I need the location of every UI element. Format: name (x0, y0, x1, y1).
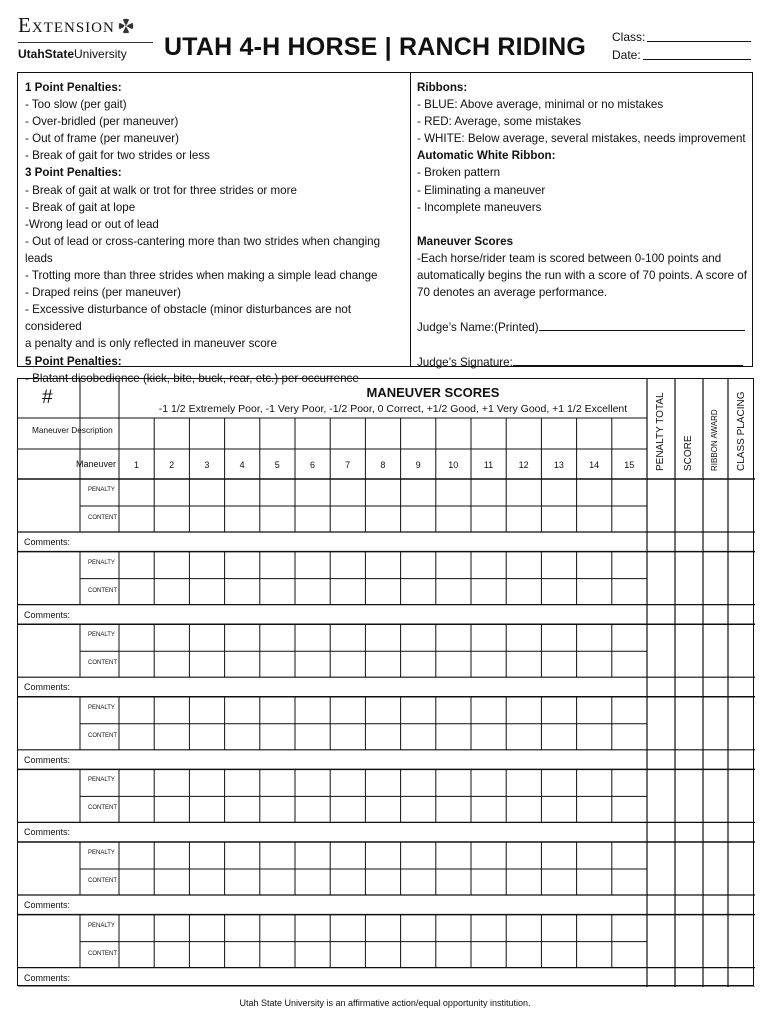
penalty-heading: 3 Point Penalties: (25, 166, 122, 180)
maneuver-number-2: 2 (169, 460, 175, 470)
side-column-label: RIBBON AWARD (709, 409, 719, 471)
penalty-item: - Break of gait for two strides or less (25, 149, 210, 163)
penalty-item: - Break of gait at walk or trot for three strides or more (25, 183, 297, 197)
extension-logo (18, 14, 153, 61)
comments-label: Comments: (24, 682, 71, 693)
maneuver-number-3: 3 (204, 460, 210, 470)
logo-extension-text: Extension (18, 13, 115, 37)
class-field[interactable] (612, 28, 751, 46)
class-date-block (612, 28, 751, 64)
comments-label: Comments: (24, 972, 71, 983)
penalty-item: - Trotting more than three strides when making a simple lead change (25, 269, 378, 283)
penalty-heading: 1 Point Penalties: (25, 81, 122, 94)
date-label: Date: (612, 48, 641, 62)
content-row-label: CONTENT (88, 950, 117, 957)
ribbon-item: - Incomplete maneuvers (417, 200, 542, 214)
maneuver-number-14: 14 (589, 460, 600, 470)
maneuver-number-6: 6 (309, 460, 315, 470)
comments-label: Comments: (24, 827, 71, 838)
comments-label: Comments: (24, 900, 71, 910)
penalty-row-label: PENALTY (88, 559, 115, 566)
class-label: Class: (612, 30, 646, 44)
score-sheet (17, 378, 754, 986)
ribbon-item: - Broken pattern (417, 166, 501, 180)
penalty-item: - Blatant disobedience (kick, bite, buck, rear, etc.) per occurrence (25, 371, 359, 385)
ribbon-item: - WHITE: Below average, several mistakes, needs improvement (417, 132, 746, 146)
ribbons-column (417, 79, 747, 371)
judge-signature-label: Judge’s Signature: (417, 356, 513, 370)
maneuver-number-5: 5 (274, 460, 280, 470)
side-column-label: SCORE (683, 435, 694, 471)
score-scale: -1 1/2 Extremely Poor, -1 Very Poor, -1/2 Poor, 0 Correct, +1/2 Good, +1 Very Good, +1 1/2 Excellent (158, 403, 628, 415)
penalty-item: - Draped reins (per maneuver) (25, 286, 181, 300)
comments-label: Comments: (24, 537, 71, 547)
judge-signature-field[interactable] (417, 353, 747, 371)
ribbon-heading: Automatic White Ribbon: (417, 149, 556, 163)
penalty-row-label: PENALTY (88, 850, 115, 856)
penalty-item: - Excessive disturbance of obstacle (minor disturbances are not considered (25, 303, 352, 334)
penalty-row-label: PENALTY (88, 632, 115, 639)
content-row-label: CONTENT (88, 587, 117, 594)
ribbon-item: 70 denotes an average performance. (417, 286, 608, 300)
rules-info-box (17, 72, 753, 385)
content-row-label: CONTENT (88, 515, 117, 521)
maneuver-number-9: 9 (415, 460, 421, 470)
maneuver-number-7: 7 (345, 460, 351, 470)
ribbon-heading: Maneuver Scores (417, 234, 514, 248)
maneuver-number-10: 10 (448, 460, 459, 470)
maneuver-number-4: 4 (239, 460, 245, 470)
usu-wordmark: UtahStateUniversity (18, 42, 153, 61)
penalty-row-label: PENALTY (88, 704, 115, 711)
maneuver-number-13: 13 (553, 460, 564, 470)
comments-label: Comments: (24, 609, 71, 620)
content-row-label: CONTENT (88, 878, 117, 884)
ribbon-item: - Eliminating a maneuver (417, 183, 546, 197)
maneuver-number-1: 1 (133, 460, 139, 470)
ribbon-spacer (417, 216, 747, 233)
page-title: UTAH 4-H HORSE | RANCH RIDING (164, 33, 587, 61)
score-grid (18, 379, 755, 987)
content-row-label: CONTENT (88, 805, 117, 812)
judge-name-field[interactable] (417, 318, 747, 336)
penalty-item: - Out of frame (per maneuver) (25, 132, 179, 146)
maneuver-number-15: 15 (624, 460, 635, 470)
maneuver-number-12: 12 (518, 460, 529, 470)
penalty-item: - Over-bridled (per maneuver) (25, 115, 179, 129)
penalty-item: a penalty and is only reflected in maneuver score (25, 337, 277, 351)
judge-name-label: Judge’s Name:(Printed) (417, 321, 539, 335)
maneuver-number-8: 8 (380, 460, 386, 470)
ribbon-item: - RED: Average, some mistakes (417, 115, 582, 129)
content-row-label: CONTENT (88, 660, 117, 667)
side-column-label: PENALTY TOTAL (655, 392, 666, 471)
penalty-row-label: PENALTY (88, 922, 115, 929)
side-column-label: CLASS PLACING (735, 391, 747, 471)
date-field[interactable] (612, 46, 751, 64)
penalty-row-label: PENALTY (88, 777, 115, 784)
maneuver-description-label: Maneuver Description (32, 425, 113, 435)
ribbon-item: automatically begins the run with a score of 70 points. A score of (417, 268, 747, 282)
ribbon-item: - BLUE: Above average, minimal or no mistakes (417, 98, 664, 112)
footer-disclaimer: Utah State University is an affirmative action/equal opportunity institution. (239, 998, 531, 1008)
comments-label: Comments: (24, 754, 71, 765)
penalty-item: -Wrong lead or out of lead (25, 217, 159, 231)
ribbon-heading: Ribbons: (417, 81, 468, 94)
penalty-heading: 5 Point Penalties: (25, 354, 122, 368)
four-h-clover-icon (118, 18, 134, 34)
penalty-item: - Break of gait at lope (25, 200, 136, 214)
ribbon-item: -Each horse/rider team is scored between 0-100 points and (417, 251, 722, 265)
penalty-row-label: PENALTY (88, 487, 115, 493)
maneuver-label: Maneuver (76, 459, 117, 469)
maneuver-scores-heading: MANEUVER SCORES (366, 385, 500, 400)
penalty-item: - Too slow (per gait) (25, 98, 127, 112)
maneuver-number-11: 11 (483, 460, 494, 470)
svg-text:H: H (123, 24, 129, 30)
penalty-item: - Out of lead or cross-cantering more than two strides when changing leads (25, 234, 381, 265)
entry-number-header: # (42, 387, 53, 408)
penalties-column (25, 79, 409, 387)
content-row-label: CONTENT (88, 732, 117, 739)
